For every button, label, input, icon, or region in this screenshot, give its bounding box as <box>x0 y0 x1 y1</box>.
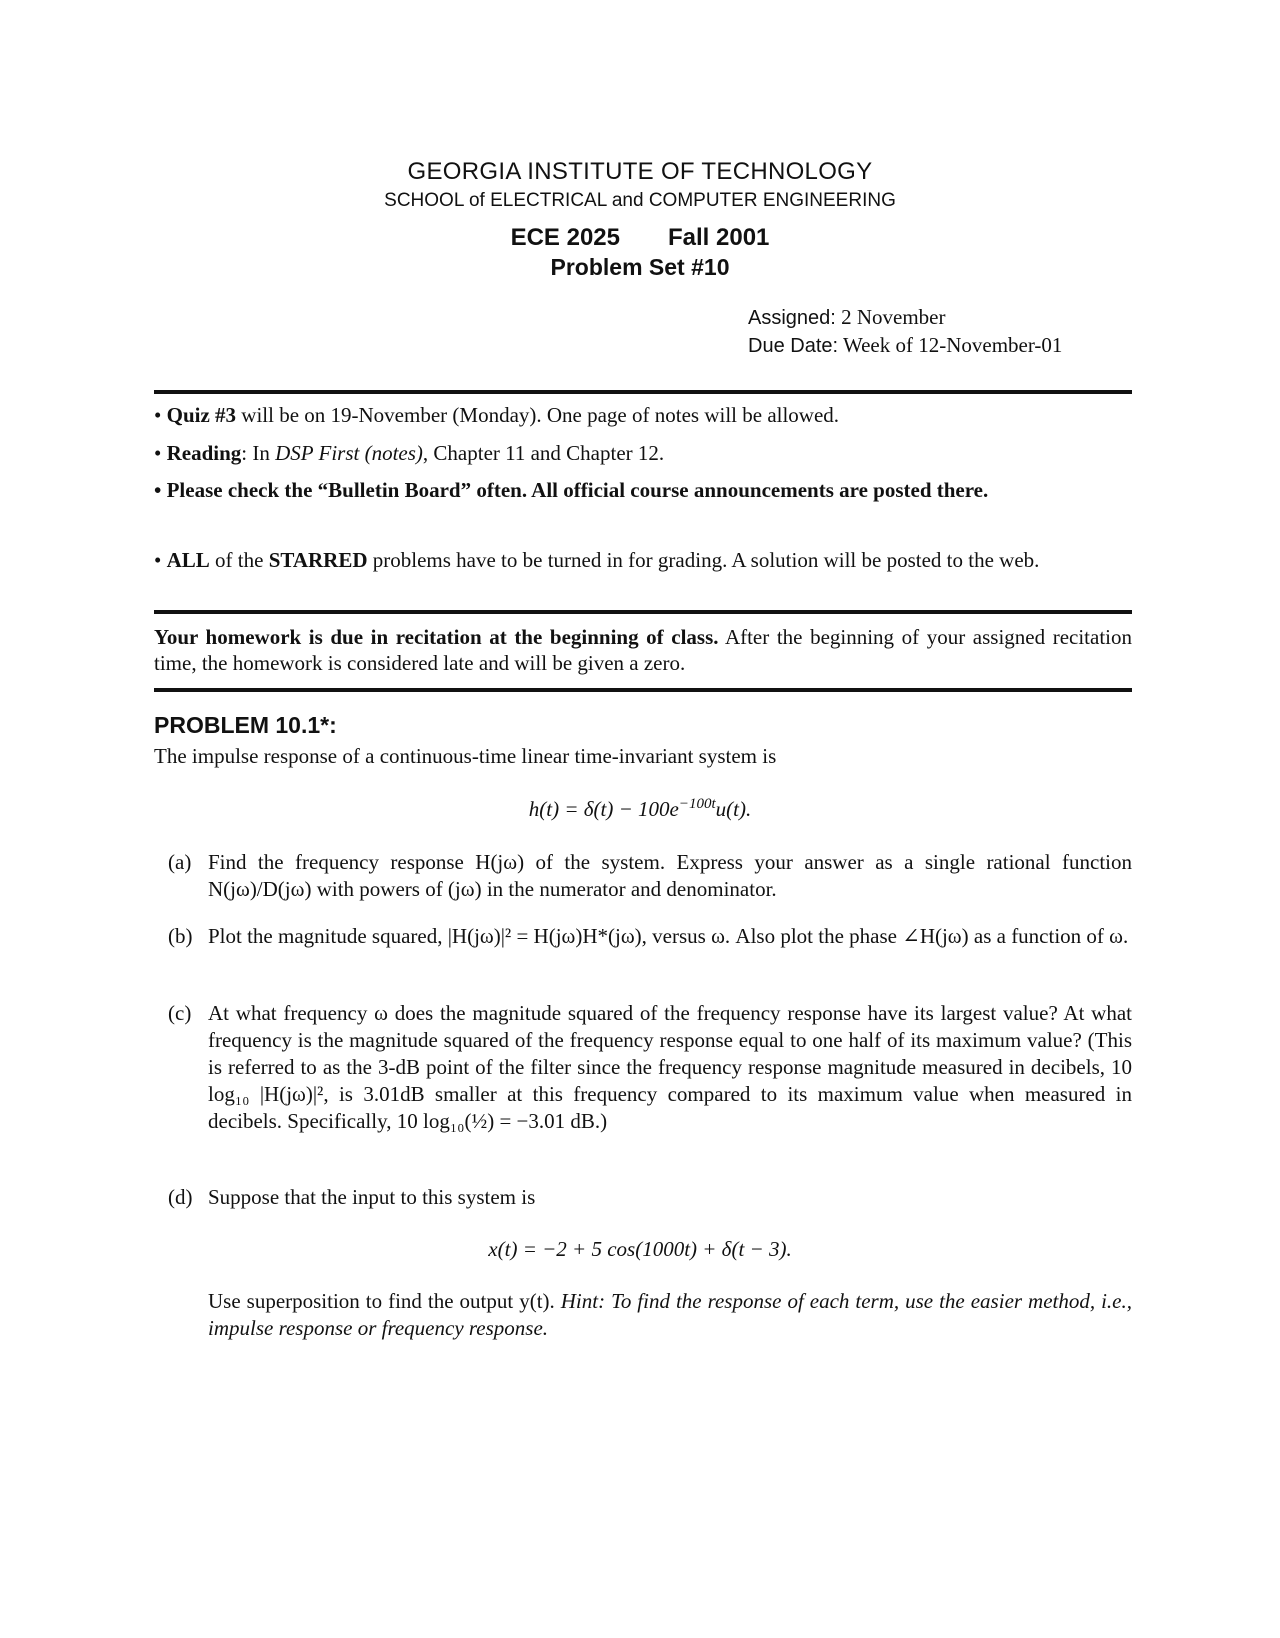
bullet: • <box>154 478 162 502</box>
quiz-notice <box>154 402 1132 428</box>
quiz-text: will be on 19-November (Monday). One page of notes will be allowed. <box>236 403 840 427</box>
course-number: ECE 2025 <box>510 224 620 251</box>
homework-bold: Your homework is due in recitation at the beginning of class. <box>154 625 719 649</box>
part-d-followup <box>208 1288 1132 1342</box>
assigned-value: 2 November <box>841 305 946 329</box>
homework-notice <box>154 624 1132 676</box>
part-a-label: (a) <box>168 850 192 874</box>
part-c-text: At what frequency ω does the magnitude squared of the frequency response have its largest value? At what frequency is the magnitude squared of the frequency response equal to one half of its maximum value? (This is referred to as the 3-dB point of the filter since the frequency response magnitude measured in decibels, 10 log₁₀ |H(jω)|², is 3.01dB smaller at this frequency compared to its maximum value when measured in decibels. Specifically, 10 log₁₀(½) = −3.01 dB.) <box>208 1001 1132 1133</box>
eq1-main: h(t) = δ(t) − 100e <box>528 797 679 821</box>
divider-bottom <box>154 688 1132 692</box>
due-date-line <box>748 333 1062 358</box>
part-d-label: (d) <box>168 1185 193 1209</box>
problem-set-heading: Problem Set #10 <box>550 254 730 280</box>
part-c <box>168 1000 1132 1135</box>
assigned-label: Assigned: <box>748 307 836 329</box>
bulletin-notice <box>154 477 1132 503</box>
course-heading <box>0 224 1280 252</box>
bulletin-text: Please check the “Bulletin Board” often. All official course announcements are posted there. <box>166 478 989 502</box>
part-b-label: (b) <box>168 924 193 948</box>
starred-text-1: of the <box>209 548 269 572</box>
course-term: Fall 2001 <box>668 224 770 251</box>
part-d-foot: Use superposition to find the output y(t). <box>208 1289 561 1313</box>
eq1-exponent: −100t <box>678 796 716 812</box>
starred-text-2: problems have to be turned in for grading. A solution will be posted to the web. <box>367 548 1040 572</box>
reading-label: Reading <box>166 441 242 465</box>
part-b <box>168 923 1132 950</box>
impulse-response-equation <box>0 796 1280 822</box>
part-c-label: (c) <box>168 1001 192 1025</box>
starred-all: ALL <box>166 548 210 572</box>
institution-heading: GEORGIA INSTITUTE OF TECHNOLOGY <box>407 158 873 185</box>
reading-notice <box>154 440 1132 466</box>
divider-middle <box>154 610 1132 614</box>
problem-intro: The impulse response of a continuous-time linear time-invariant system is <box>154 744 777 768</box>
part-d-text: Suppose that the input to this system is <box>208 1185 536 1209</box>
due-date-value: Week of 12-November-01 <box>842 333 1063 357</box>
due-date-label: Due Date: <box>748 335 839 357</box>
problem-title: PROBLEM 10.1*: <box>154 712 337 738</box>
part-b-text: Plot the magnitude squared, |H(jω)|² = H(jω)H*(jω), versus ω. Also plot the phase ∠H(jω) as a function of ω. <box>208 924 1129 948</box>
part-a <box>168 849 1132 903</box>
eq1-tail: u(t). <box>715 797 752 821</box>
starred-notice <box>154 547 1132 573</box>
school-heading: SCHOOL of ELECTRICAL and COMPUTER ENGINEERING <box>384 190 896 211</box>
reading-colon: : In <box>241 441 276 465</box>
starred-word: STARRED <box>268 548 368 572</box>
part-a-text: Find the frequency response H(jω) of the system. Express your answer as a single rational function N(jω)/D(jω) with powers of (jω) in the numerator and denominator. <box>208 850 1132 901</box>
reading-book: DSP First (notes) <box>275 441 423 465</box>
bullet: • <box>154 403 162 427</box>
homework-text: After the beginning of your assigned recitation time, the homework is considered late and will be given a zero. <box>154 625 1132 675</box>
bullet: • <box>154 548 162 572</box>
quiz-label: Quiz #3 <box>166 403 237 427</box>
assigned-line <box>748 305 945 330</box>
part-d-hint: Hint: To find the response of each term, use the easier method, i.e., impulse response or frequency response. <box>208 1289 1132 1340</box>
bullet: • <box>154 441 162 465</box>
divider-top <box>154 390 1132 394</box>
part-d <box>168 1184 1132 1211</box>
reading-text: , Chapter 11 and Chapter 12. <box>422 441 665 465</box>
input-signal-equation: x(t) = −2 + 5 cos(1000t) + δ(t − 3). <box>488 1237 792 1261</box>
